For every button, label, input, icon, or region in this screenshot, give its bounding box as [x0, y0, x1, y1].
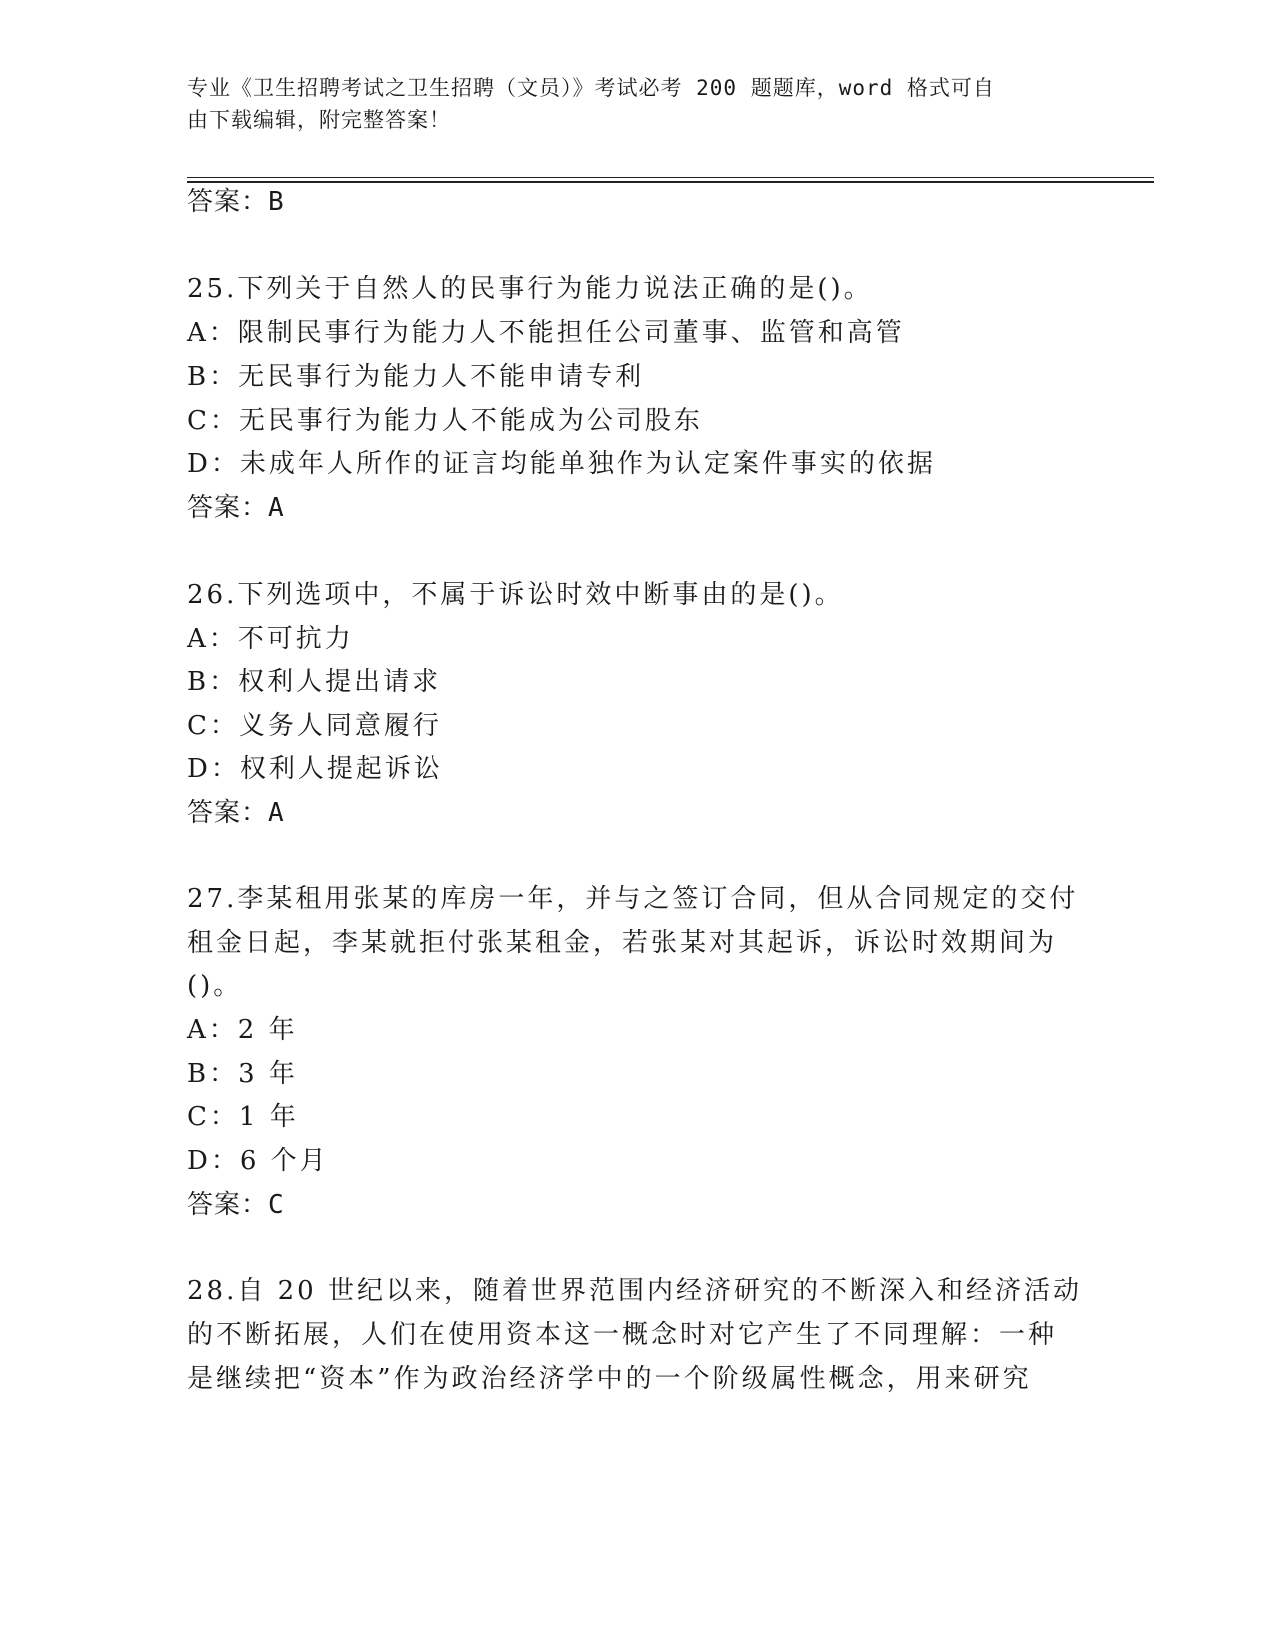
question-27-option-d: D：6 个月: [187, 1146, 329, 1176]
question-28-stem-line-1: 28.自 20 世纪以来，随着世界范围内经济研究的不断深入和经济活动: [187, 1276, 1082, 1306]
answer-value: A: [268, 493, 285, 523]
question-27-option-a: A：2 年: [187, 1015, 298, 1045]
question-28-stem-line-2: 的不断拓展，人们在使用资本这一概念时对它产生了不同理解：一种: [187, 1320, 1058, 1350]
question-26-option-a: A：不可抗力: [187, 624, 354, 654]
answer-line-prev: [187, 185, 285, 219]
question-25-answer: [187, 491, 285, 525]
question-26-option-c: C：义务人同意履行: [187, 711, 442, 741]
question-26-stem: 26.下列选项中，不属于诉讼时效中断事由的是()。: [187, 580, 844, 610]
question-26-answer: [187, 796, 285, 830]
question-27-stem-line-1: 27.李某租用张某的库房一年，并与之签订合同，但从合同规定的交付: [187, 884, 1079, 914]
answer-label: 答案：: [187, 798, 269, 828]
header-line-2: 由下载编辑，附完整答案！: [187, 108, 451, 132]
question-27-option-c: C：1 年: [187, 1102, 299, 1132]
question-27-stem-line-2: 租金日起，李某就拒付张某租金，若张某对其起诉，诉讼时效期间为: [187, 928, 1058, 958]
question-27-stem-line-3: ()。: [187, 971, 243, 1001]
header-divider: [187, 177, 1154, 183]
header-line-1: 专业《卫生招聘考试之卫生招聘（文员）》考试必考 200 题题库，word 格式可自: [187, 76, 995, 100]
question-26-option-b: B：权利人提出请求: [187, 667, 442, 697]
answer-value: C: [268, 1190, 285, 1220]
question-25-option-a: A：限制民事行为能力人不能担任公司董事、监管和高管: [187, 318, 905, 348]
question-27-answer: [187, 1188, 285, 1222]
question-27-option-b: B：3 年: [187, 1059, 298, 1089]
answer-value: A: [268, 798, 285, 828]
answer-label: 答案：: [187, 493, 269, 523]
document-header: [187, 72, 1067, 136]
question-25-option-c: C：无民事行为能力人不能成为公司股东: [187, 406, 703, 436]
question-25-stem: 25.下列关于自然人的民事行为能力说法正确的是()。: [187, 274, 873, 304]
answer-label: 答案：: [187, 187, 269, 217]
question-26-option-d: D：权利人提起诉讼: [187, 754, 443, 784]
question-25-option-d: D：未成年人所作的证言均能单独作为认定案件事实的依据: [187, 449, 936, 479]
question-25-option-b: B：无民事行为能力人不能申请专利: [187, 362, 645, 392]
answer-label: 答案：: [187, 1190, 269, 1220]
question-28-stem-line-3: 是继续把“资本”作为政治经济学中的一个阶级属性概念，用来研究: [187, 1364, 1032, 1394]
answer-value: B: [268, 187, 285, 217]
